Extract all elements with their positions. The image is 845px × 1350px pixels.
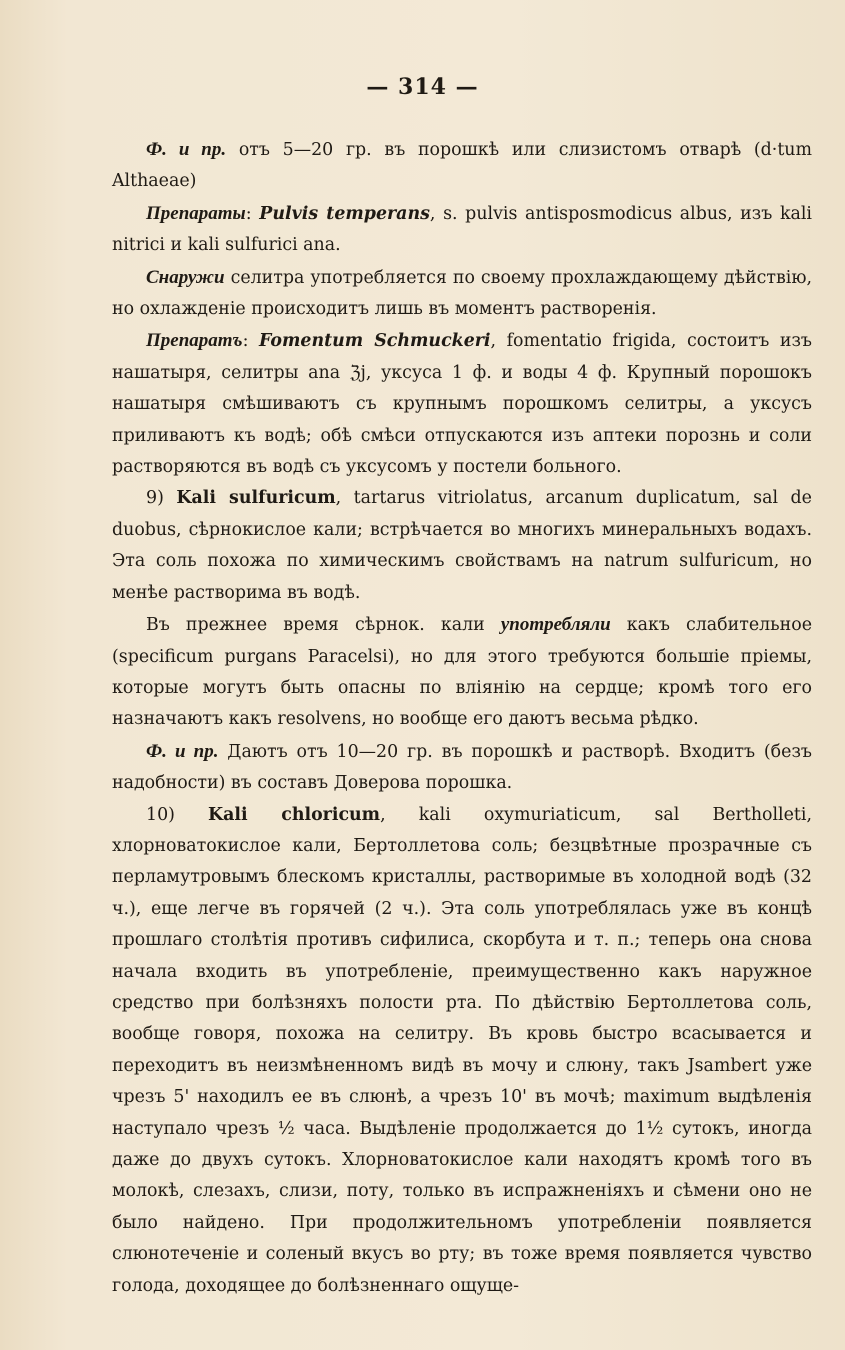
paragraph-text: , tartarus vitriolatus, arcanum duplicatum, sal de duobus, сѣрнокислое кали; встрѣчается во многихъ минеральныхъ водахъ. Эта соль похожа по химическимъ свойствамъ на natrum sulfuricum, но менѣе растворима въ водѣ.	[112, 488, 812, 603]
lead-term: Препаратъ	[146, 330, 243, 352]
lead-term: употребляли	[500, 614, 611, 636]
body-text	[112, 134, 812, 1302]
paragraph-text: , kali oxymuriaticum, sal Bertholleti, хлорноватокислое кали, Бертоллетова соль; безцвѣтные прозрачные съ перламутровымъ блескомъ кристаллы, растворимые въ холодной водѣ (32 ч.), еще легче въ горячей (2 ч.). Эта соль употреблялась уже въ концѣ прошлаго столѣтія противъ сифилиса, скорбута и т. п.; теперь она снова начала входить въ употребленіе, преимущественно какъ наружное средство при болѣзняхъ полости рта. По дѣйствію Бертоллетова соль, вообще говоря, похожа на селитру. Въ кровь быстро всасывается и переходитъ въ неизмѣненномъ видѣ въ мочу и слюну, такъ Jsambert уже чрезъ 5' находилъ ее въ слюнѣ, а чрезъ 10' въ мочѣ; maximum выдѣленія наступало чрезъ ½ часа. Выдѣленіе продолжается до 1½ сутокъ, иногда даже до двухъ сутокъ. Хлорноватокислое кали находятъ кромѣ того въ молокѣ, слезахъ, слизи, поту, только въ испражненіяхъ и сѣмени оно не было найдено. При продолжительномъ употребленіи появляется слюнотеченіе и соленый вкусъ во рту; въ тоже время появляется чувство голода, доходящее до болѣзненнаго ощуще-	[112, 804, 812, 1296]
paragraph-kali-sulfuricum	[112, 483, 812, 609]
paragraph-preparation-fomentum	[112, 325, 812, 483]
paragraph-text-rest: , s. pulvis antisposmodicus albus, изъ kali nitrici и kali sulfurici ana.	[112, 203, 812, 256]
paragraph-text: :	[245, 203, 260, 224]
lead-term: Ф. и пр.	[146, 740, 219, 762]
paragraph-text: Даютъ отъ 10—20 гр. въ порошкѣ и растворѣ. Входитъ (безъ надобности) въ составъ Доверова порошка.	[112, 741, 812, 794]
latin-term: Pulvis temperans	[259, 203, 430, 224]
paragraph-external-use	[112, 262, 812, 326]
lead-term: Снаружи	[146, 266, 225, 288]
paragraph-forms-doses-1	[112, 134, 812, 198]
paragraph-text-rest: , fomentatio frigida, состоитъ изъ нашатыря, селитры ana ℨj, уксуса 1 ф. и воды 4 ф. Крупный порошокъ нашатыря смѣшиваютъ съ крупнымъ порошкомъ селитры, а уксусъ приливаютъ къ водѣ; обѣ смѣси отпускаются изъ аптеки порознь и соли растворяются въ водѣ съ уксусомъ у постели больного.	[112, 331, 812, 478]
substance-name: Kali chloricum	[208, 804, 381, 825]
paragraph-text: селитра употребляется по своему прохлаждающему дѣйствію, но охлажденіе происходитъ лишь въ моментъ растворенія.	[112, 267, 812, 320]
item-number: 10)	[146, 804, 209, 825]
paragraph-text: какъ слабительное (specificum purgans Paracelsi), но для этого требуются большіе пріемы, которые могутъ быть опасны по вліянію на сердце; кромѣ того его назначаютъ какъ resolvens, но вообще его даютъ весьма рѣдко.	[112, 615, 812, 730]
substance-name: Kali sulfuricum	[176, 488, 336, 509]
lead-term: Ф. и пр.	[146, 139, 227, 160]
page-number: — 314 —	[366, 74, 479, 100]
lead-term: Препараты	[146, 202, 246, 224]
paragraph-forms-doses-2	[112, 736, 812, 800]
paragraph-former-use	[112, 609, 812, 736]
paragraph-pre-text: Въ прежнее время сѣрнок. кали	[146, 615, 501, 636]
paragraph-text: :	[242, 331, 259, 352]
item-number: 9)	[146, 488, 177, 509]
paragraph-text: отъ 5—20 гр. въ порошкѣ или слизистомъ отварѣ (d·tum Althaeae)	[112, 140, 813, 192]
paragraph-kali-chloricum	[112, 800, 812, 1303]
paragraph-preparations-pulvis	[112, 198, 812, 262]
latin-term: Fomentum Schmuckeri	[258, 331, 491, 352]
